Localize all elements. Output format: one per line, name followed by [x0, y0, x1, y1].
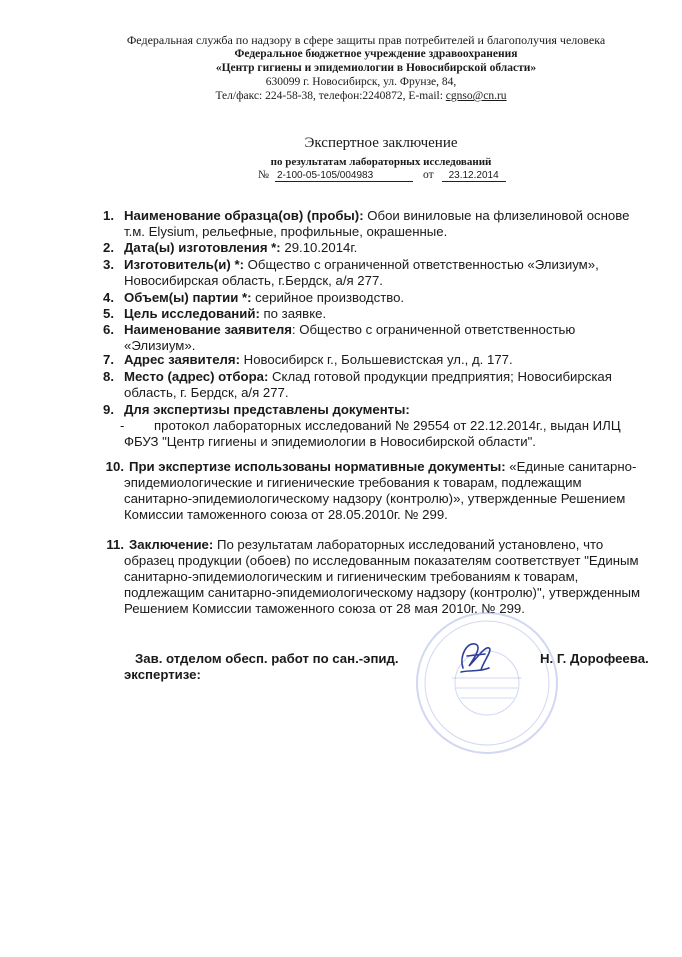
item-text-continued: образец продукции (обоев) по исследованным показателям соответствует "Единым санитарно-эпидемиологическим и гигиеническим требованиям к товарам, подлежащим санитарно-эпидемиологическому надзору (контролю)", утвержденным Решением Комиссии таможенного союза от 28 мая 2010г. № 299. — [124, 553, 641, 616]
item-text: Изготовитель(и) *: Общество с ограниченной ответственностью «Элизиум», Новосибирская область, г.Бердск, а/я 277. — [124, 257, 599, 288]
signatory-position: Зав. отделом обесп. работ по сан.-эпид. — [135, 651, 399, 666]
item-text-continued: эпидемиологические и гигиенические требования к товарам, подлежащим санитарно-эпидемиологическому надзору (контролю)», утвержденные Решением Комиссии таможенного союза от 28.05.2010г. № 299. — [124, 475, 626, 522]
item-text: Объем(ы) партии *: серийное производство. — [124, 290, 405, 305]
institution-name: Федеральное бюджетное учреждение здравоохранения — [234, 48, 518, 60]
item-number: 11. — [106, 537, 124, 552]
item-number: 1. — [103, 208, 114, 223]
number-label: № — [258, 169, 269, 181]
item-text: Наименование образца(ов) (пробы): Обои виниловые на флизелиновой основе т.м. Elysium, рельефные, профильные, окрашенные. — [124, 208, 630, 239]
item-text: Цель исследований: по заявке. — [124, 306, 327, 321]
center-name: «Центр гигиены и эпидемиологии в Новосибирской области» — [215, 62, 537, 74]
item-number: 9. — [103, 402, 114, 417]
handwritten-signature — [455, 636, 497, 676]
item-text: Заключение: По результатам лабораторных исследований установлено, что — [129, 537, 604, 552]
document-number: 2-100-05-105/004983 — [275, 170, 413, 182]
phone-fax: Тел/факс: 224-58-38, телефон:2240872, E-mail: — [215, 90, 446, 102]
item-text: Адрес заявителя: Новосибирск г., Большевистская ул., д. 177. — [124, 352, 513, 367]
document-dash: - — [120, 418, 125, 433]
item-text: Место (адрес) отбора: Склад готовой продукции предприятия; Новосибирская область, г. Бердск, а/я 277. — [124, 369, 612, 400]
email-link[interactable]: cgnso@cn.ru — [445, 90, 507, 102]
item-number: 2. — [103, 240, 114, 255]
item-number: 6. — [103, 322, 114, 337]
item-text: Для экспертизы представлены документы: — [124, 402, 410, 417]
item-number: 3. — [103, 257, 114, 272]
document-issuer: ФБУЗ "Центр гигиены и эпидемиологии в Новосибирской области". — [124, 434, 536, 449]
item-number: 8. — [103, 369, 114, 384]
document-title — [0, 135, 682, 168]
document-reference: протокол лабораторных исследований № 29554 от 22.12.2014г., выдан ИЛЦ — [154, 418, 621, 433]
item-number: 4. — [103, 290, 114, 305]
document-date: 23.12.2014 — [442, 170, 506, 182]
item-number: 5. — [103, 306, 114, 321]
number-date-line — [256, 169, 506, 182]
item-number: 10. — [105, 459, 124, 474]
item-text: Наименование заявителя: Общество с ограниченной ответственностью «Элизиум». — [124, 322, 576, 353]
title-sub: по результатам лабораторных исследований — [270, 156, 492, 168]
item-text: Дата(ы) изготовления *: 29.10.2014г. — [124, 240, 358, 255]
signatory-name: Н. Г. Дорофеева. — [540, 651, 649, 666]
contacts-line — [0, 89, 682, 103]
seal-stamp — [412, 608, 562, 758]
agency-name: Федеральная служба по надзору в сфере защиты прав потребителей и благополучия человека — [126, 33, 606, 47]
title-main: Экспертное заключение — [304, 135, 458, 151]
postal-address: 630099 г. Новосибирск, ул. Фрунзе, 84, — [265, 76, 457, 88]
item-number: 7. — [103, 352, 114, 367]
document-header — [0, 33, 682, 103]
item-text: При экспертизе использованы нормативные документы: «Единые санитарно- — [129, 459, 637, 474]
date-label: от — [422, 169, 434, 181]
signatory-position-cont: экспертизе: — [124, 667, 201, 682]
